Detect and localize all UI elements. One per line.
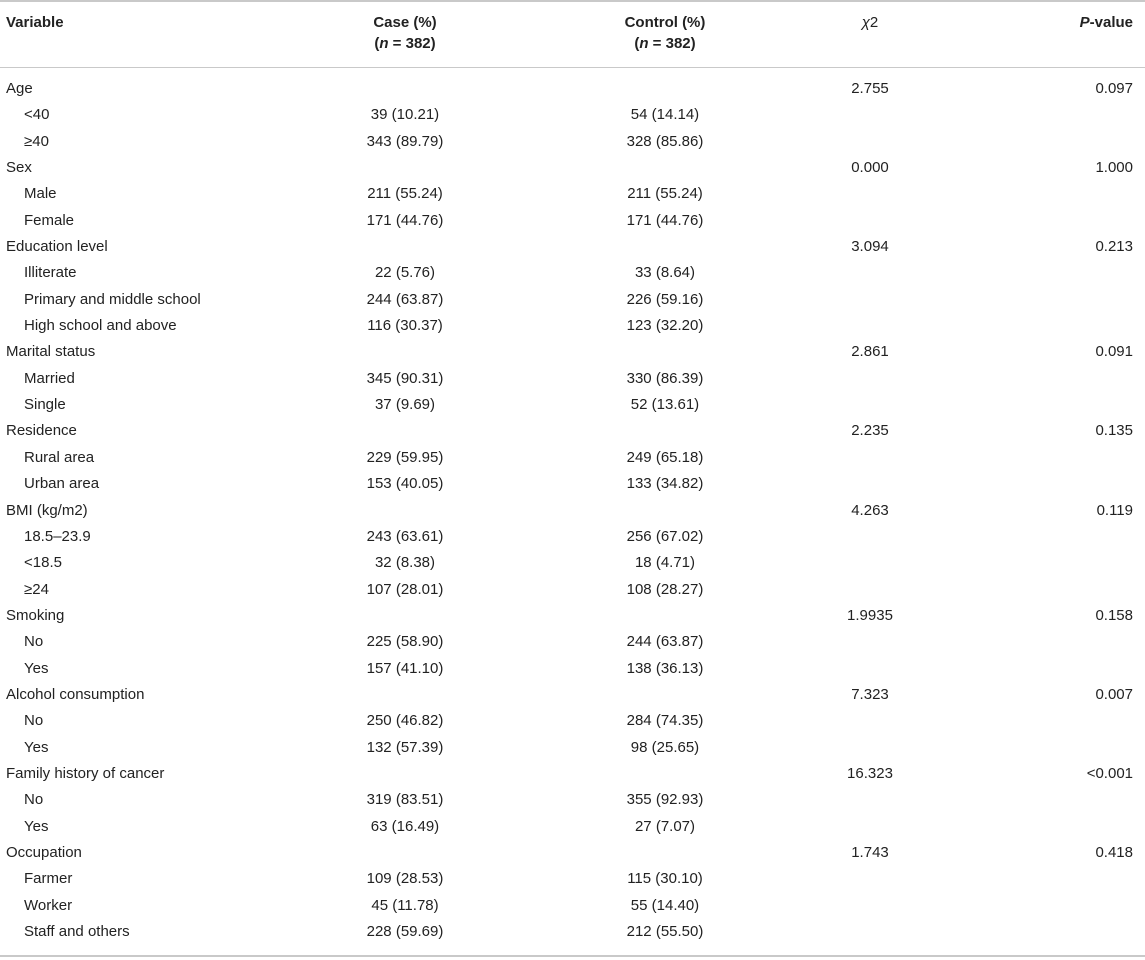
cell-variable: ≥24	[24, 580, 49, 598]
table-row-variable	[0, 339, 1145, 365]
cell-control: 226 (59.16)	[626, 290, 704, 308]
cell-case: 345 (90.31)	[366, 369, 444, 387]
table-row-subcategory	[0, 814, 1145, 840]
cell-control: 98 (25.65)	[630, 738, 700, 756]
cell-p-value: <0.001	[1086, 764, 1133, 782]
table-body	[0, 76, 1145, 945]
cell-chi-square: 0.000	[851, 159, 889, 177]
table-header-rule	[0, 67, 1145, 68]
table-row-variable	[0, 418, 1145, 444]
header-control-n: (n = 382)	[634, 35, 696, 52]
table-row-subcategory	[0, 208, 1145, 234]
cell-variable: Family history of cancer	[6, 764, 165, 782]
cell-p-value: 0.213	[1095, 238, 1133, 256]
header-variable	[6, 12, 64, 33]
cell-case: 243 (63.61)	[366, 527, 444, 545]
cell-variable: Occupation	[6, 843, 82, 861]
cell-p-value: 0.418	[1095, 843, 1133, 861]
table-row-subcategory	[0, 181, 1145, 207]
cell-control: 52 (13.61)	[630, 396, 700, 414]
cell-variable: Yes	[24, 817, 49, 835]
table-row-subcategory	[0, 893, 1145, 919]
cell-case: 39 (10.21)	[370, 106, 440, 124]
cell-variable: Rural area	[24, 448, 95, 466]
cell-variable: No	[24, 712, 44, 730]
cell-p-value: 0.097	[1095, 80, 1133, 97]
cell-variable: Primary and middle school	[24, 290, 201, 308]
cell-control: 256 (67.02)	[626, 527, 704, 545]
cell-variable: Illiterate	[24, 264, 77, 282]
cell-variable: Yes	[24, 659, 49, 677]
table-row-subcategory	[0, 550, 1145, 576]
table-row-subcategory	[0, 471, 1145, 497]
table-row-variable	[0, 155, 1145, 181]
cell-variable: Marital status	[6, 343, 96, 361]
cell-case: 157 (41.10)	[366, 659, 444, 677]
header-chi-sup: 2	[869, 14, 879, 31]
table-row-subcategory	[0, 129, 1145, 155]
cell-control: 244 (63.87)	[626, 633, 704, 651]
header-case-label: Case (%)	[373, 14, 437, 31]
cell-control: 115 (30.10)	[627, 870, 703, 888]
table-row-subcategory	[0, 866, 1145, 892]
cell-case: 211 (55.24)	[367, 185, 443, 203]
table-row-subcategory	[0, 366, 1145, 392]
cell-chi-square: 1.9935	[847, 606, 893, 624]
table-row-subcategory	[0, 102, 1145, 128]
cell-p-value: 0.007	[1095, 685, 1133, 703]
cell-p-value: 0.091	[1095, 343, 1133, 361]
cell-case: 45 (11.78)	[371, 896, 439, 914]
cell-variable: ≥40	[24, 132, 49, 150]
cell-control: 284 (74.35)	[626, 712, 704, 730]
header-case-n-var: n	[379, 35, 389, 52]
cell-chi-square: 2.861	[851, 343, 889, 361]
cell-control: 355 (92.93)	[626, 791, 704, 809]
cell-chi-square: 16.323	[847, 764, 893, 782]
header-control-label: Control (%)	[624, 14, 706, 31]
cell-control: 171 (44.76)	[626, 211, 704, 229]
cell-control: 55 (14.40)	[630, 896, 700, 914]
cell-control: 27 (7.07)	[634, 817, 696, 835]
cell-case: 63 (16.49)	[370, 817, 440, 835]
header-control-n-rest: = 382)	[648, 35, 696, 52]
cell-variable: No	[24, 791, 44, 809]
cell-variable: 18.5–23.9	[24, 527, 91, 545]
cell-control: 330 (86.39)	[626, 369, 704, 387]
cell-case: 32 (8.38)	[374, 554, 436, 572]
cell-variable: Sex	[6, 159, 32, 177]
header-chi-symbol: χ	[861, 14, 870, 31]
table-row-variable	[0, 498, 1145, 524]
table-row-variable	[0, 234, 1145, 260]
cell-p-value: 1.000	[1095, 159, 1133, 177]
cell-case: 319 (83.51)	[366, 791, 444, 809]
cell-variable: High school and above	[24, 317, 177, 335]
cell-variable: Yes	[24, 738, 49, 756]
table-row-subcategory	[0, 524, 1145, 550]
cell-case: 244 (63.87)	[366, 290, 444, 308]
cell-control: 123 (32.20)	[626, 317, 704, 335]
cell-control: 54 (14.14)	[630, 106, 700, 124]
header-chi-square	[840, 12, 900, 33]
cell-case: 343 (89.79)	[366, 132, 444, 150]
cell-case: 22 (5.76)	[374, 264, 436, 282]
cell-chi-square: 4.263	[851, 501, 889, 519]
cell-variable: Worker	[24, 896, 73, 914]
table-row-subcategory	[0, 313, 1145, 339]
header-p-var: P	[1079, 14, 1090, 31]
cell-p-value: 0.158	[1095, 606, 1133, 624]
cell-case: 132 (57.39)	[366, 738, 444, 756]
table-row-subcategory	[0, 656, 1145, 682]
table-row-variable	[0, 840, 1145, 866]
table-row-subcategory	[0, 287, 1145, 313]
header-case	[310, 12, 500, 54]
table-row-subcategory	[0, 260, 1145, 286]
cell-variable: BMI (kg/m2)	[6, 501, 88, 519]
cell-variable: Married	[24, 369, 75, 387]
table-row-variable	[0, 761, 1145, 787]
cell-variable: Single	[24, 396, 66, 414]
cell-case: 171 (44.76)	[366, 211, 444, 229]
header-control	[570, 12, 760, 54]
table-row-variable	[0, 603, 1145, 629]
cell-case: 225 (58.90)	[366, 633, 444, 651]
cell-variable: Age	[6, 80, 33, 97]
cell-case: 109 (28.53)	[366, 870, 444, 888]
table-row-subcategory	[0, 919, 1145, 945]
cell-control: 33 (8.64)	[634, 264, 696, 282]
header-p-value	[1080, 12, 1133, 33]
header-case-n-rest: = 382)	[388, 35, 436, 52]
header-variable-label: Variable	[6, 14, 64, 31]
cell-case: 107 (28.01)	[366, 580, 444, 598]
cell-variable: <18.5	[24, 554, 62, 572]
header-control-n-var: n	[639, 35, 649, 52]
cell-case: 228 (59.69)	[366, 923, 444, 940]
header-p-rest: -value	[1089, 14, 1133, 31]
cell-variable: <40	[24, 106, 50, 124]
cell-p-value: 0.119	[1096, 501, 1133, 519]
cell-control: 133 (34.82)	[626, 475, 704, 493]
table-row-subcategory	[0, 629, 1145, 655]
cell-chi-square: 3.094	[851, 238, 889, 256]
cell-case: 153 (40.05)	[366, 475, 444, 493]
cell-variable: Urban area	[24, 475, 100, 493]
cell-variable: Alcohol consumption	[6, 685, 145, 703]
cell-control: 212 (55.50)	[626, 923, 704, 940]
cell-case: 116 (30.37)	[367, 317, 443, 335]
table-row-subcategory	[0, 392, 1145, 418]
cell-control: 138 (36.13)	[626, 659, 704, 677]
cell-variable: Female	[24, 211, 75, 229]
cell-variable: Staff and others	[24, 923, 130, 940]
table-row-subcategory	[0, 787, 1145, 813]
cell-control: 211 (55.24)	[627, 185, 703, 203]
header-case-n: (n = 382)	[374, 35, 436, 52]
cell-variable: Male	[24, 185, 57, 203]
table-row-variable	[0, 682, 1145, 708]
cell-control: 18 (4.71)	[634, 554, 696, 572]
table-row-variable	[0, 76, 1145, 102]
table-row-subcategory	[0, 708, 1145, 734]
cell-case: 229 (59.95)	[366, 448, 444, 466]
cell-variable: Smoking	[6, 606, 65, 624]
table-row-subcategory	[0, 735, 1145, 761]
table-row-subcategory	[0, 445, 1145, 471]
cell-chi-square: 2.235	[851, 422, 889, 440]
cell-case: 37 (9.69)	[374, 396, 436, 414]
cell-chi-square: 1.743	[851, 843, 889, 861]
table-row-subcategory	[0, 577, 1145, 603]
cell-variable: No	[24, 633, 44, 651]
cell-chi-square: 7.323	[851, 685, 889, 703]
cell-case: 250 (46.82)	[366, 712, 444, 730]
cell-chi-square: 2.755	[851, 80, 889, 97]
cell-variable: Farmer	[24, 870, 73, 888]
table-bottom-rule	[0, 955, 1145, 957]
cell-p-value: 0.135	[1095, 422, 1133, 440]
cell-control: 108 (28.27)	[626, 580, 704, 598]
cell-variable: Residence	[6, 422, 77, 440]
cell-control: 328 (85.86)	[626, 132, 704, 150]
cell-control: 249 (65.18)	[626, 448, 704, 466]
cell-variable: Education level	[6, 238, 108, 256]
table-top-rule	[0, 0, 1145, 2]
